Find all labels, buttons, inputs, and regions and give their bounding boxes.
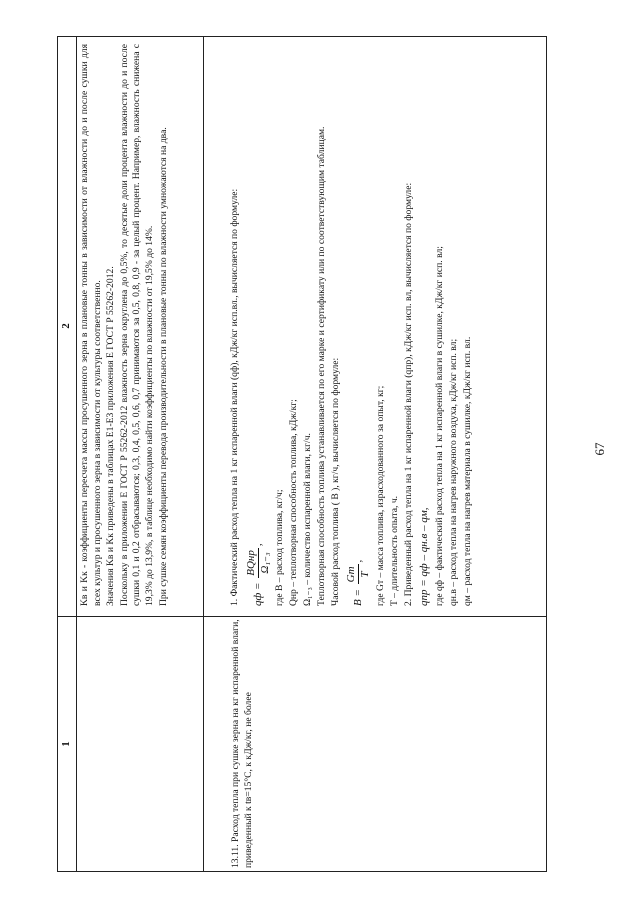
formula-1: qф = BQнр Ω₁₋₃ ,	[244, 543, 271, 606]
rotated-page	[57, 36, 547, 872]
where-2: Qнр – теплотворная способность топлива, кДж/кг;	[288, 399, 300, 606]
row-13-11-content	[229, 44, 476, 606]
intro-p4: При сушке семян коэффициенты перевода производительности в плановые тонны по влажности умножаются на два.	[157, 127, 169, 606]
where-3: Ω₁₋₃ – количество испаренной влаги, кг/ч.	[301, 433, 313, 606]
where-4: где Gт – масса топлива, израсходованного за опыт, кг;	[374, 385, 386, 606]
item2-title: 2. Приведенный расход тепла на 1 кг испаренной влаги (qпр), кДж/кг исп. вл, вычисляется по формуле:	[402, 182, 414, 606]
where-7: qн.в – расход тепла на нагрев наружного воздуха, кДж/кг исп. вл;	[447, 338, 459, 606]
item1-title: 1. Фактический расход тепла на 1 кг испаренной влаги (qф), кДж/кг исп.вл., вычисляется по формуле:	[229, 188, 240, 606]
where-6: где qф – фактический расход тепла на 1 кг испаренной влаги в сушилке, кДж/кг исп. вл;	[434, 246, 446, 606]
formula-3: qпр = qф – qн.в – qм,	[418, 507, 431, 606]
row-13-11-label: 13.11. Расход тепла при сушке зерна на кг испаренной влаги, приведенный к tв=15°С, к кДж/кг, не более	[230, 619, 254, 868]
intro-p2: Значения Kв и Kк приведены в таблицах Е1-Е3 приложения Е ГОСТ Р 55262-2012.	[105, 266, 117, 606]
heat-note: Теплотворная способность топлива устанавливается по его марке и сертификату или по соответствующим таблицам.	[315, 126, 327, 606]
where-5: T – длительность опыта, ч.	[388, 495, 400, 606]
intro-row	[79, 44, 171, 606]
header-col1: 1	[60, 741, 72, 747]
header-col2: 2	[60, 323, 72, 329]
hourly-title: Часовой расход топлива ( B ), кг/ч, вычисляется по формуле:	[329, 357, 341, 606]
formula-2: B = Gт T ,	[345, 559, 372, 606]
page-number: 67	[592, 442, 607, 456]
intro-p1: Kв и Kк - коэффициенты пересчета массы просушенного зерна в плановые тонны в зависимости от влажности до и после сушки для всех культур и просушенного зерна в зависимости от культуры соответственно.	[79, 44, 103, 606]
where-1: где B – расход топлива, кг/ч;	[274, 489, 286, 606]
where-8: qм – расход тепла на нагрев материала в сушилке, кДж/кг исп. вл.	[461, 336, 473, 606]
intro-p3: Поскольку в приложении Е ГОСТ Р 55262-2012 влажность зерна округлена до 0,5%, то десятые доли процента влажности до и после сушки 0,1 и 0,2 отбрасываются; 0,3, 0,4, 0,5, 0,6, 0,7 принимаются за 0,5, 0,8, 0,9 - за целый процент. Например, влажность снижена с 19,3% до 13,9%, в таблице необходимо найти коэффициенты по влажности от 19,5% до 14%.	[118, 44, 155, 606]
